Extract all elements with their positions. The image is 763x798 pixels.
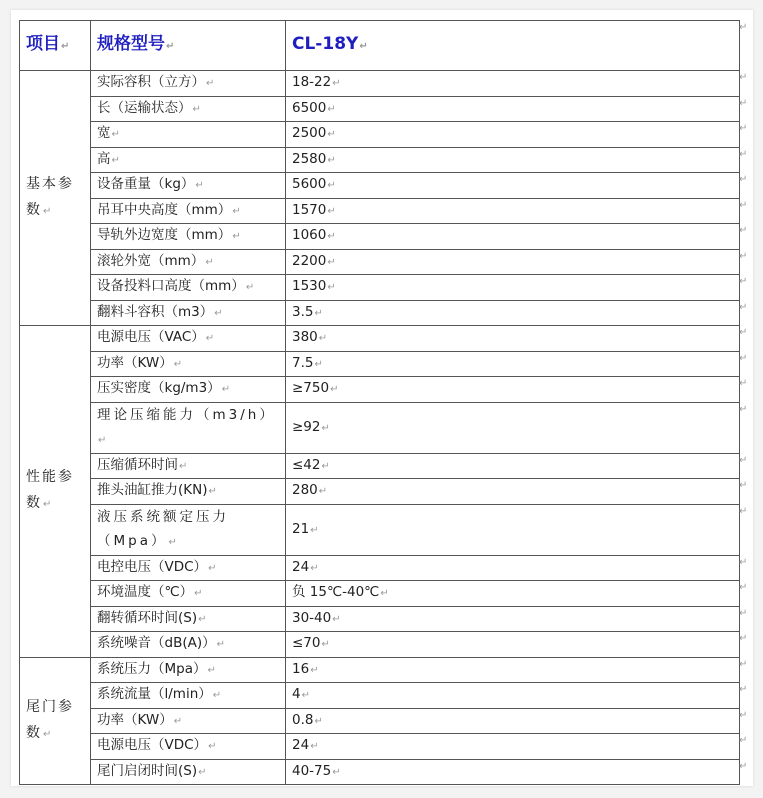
param-name-cell <box>91 173 286 199</box>
table-row <box>20 96 740 122</box>
paragraph-mark: ↵ <box>212 690 222 702</box>
row-end-mark: ↵ <box>739 251 748 262</box>
paragraph-mark: ↵ <box>327 205 336 217</box>
param-value: 6500 <box>292 99 327 116</box>
param-value-cell <box>286 708 740 734</box>
paragraph-mark: ↵ <box>310 562 319 574</box>
category-label: 性能参数 <box>26 469 74 512</box>
paragraph-mark: ↵ <box>208 562 217 574</box>
param-value: 24 <box>292 558 310 575</box>
param-name-cell <box>91 657 286 683</box>
param-value: 1530 <box>292 278 327 295</box>
param-value-cell <box>286 632 740 658</box>
param-value-cell <box>286 683 740 709</box>
table-row <box>20 224 740 250</box>
table-row <box>20 657 740 683</box>
param-value: 18-22 <box>292 74 332 91</box>
row-end-mark: ↵ <box>739 276 748 287</box>
paragraph-mark: ↵ <box>195 180 204 192</box>
row-end-mark: ↵ <box>739 72 748 83</box>
table-row <box>20 734 740 760</box>
header-model-value: CL-18Y↵ <box>286 21 740 71</box>
paragraph-mark: ↵ <box>327 231 336 243</box>
paragraph-mark: ↵ <box>321 639 330 651</box>
param-name: 电源电压（VDC） <box>97 737 208 754</box>
row-end-mark: ↵ <box>739 404 748 415</box>
param-name-cell <box>91 402 286 453</box>
param-value-cell <box>286 122 740 148</box>
param-name: 理论压缩能力（m3/h） <box>97 406 276 423</box>
table-row <box>20 249 740 275</box>
header-model: 规格型号↵ <box>91 21 286 71</box>
row-end-mark: ↵ <box>739 710 748 721</box>
param-name-cell <box>91 326 286 352</box>
table-row <box>20 402 740 453</box>
param-value-cell <box>286 479 740 505</box>
param-value-cell <box>286 96 740 122</box>
param-name: 功率（KW） <box>97 711 173 728</box>
param-name-cell <box>91 555 286 581</box>
param-value: ≤42 <box>292 456 321 473</box>
paragraph-mark: ↵ <box>206 78 215 90</box>
row-end-mark: ↵ <box>739 225 748 236</box>
param-name-cell <box>91 453 286 479</box>
param-name-cell <box>91 122 286 148</box>
row-end-mark: ↵ <box>739 327 748 338</box>
paragraph-mark: ↵ <box>214 307 223 319</box>
param-value-cell <box>286 453 740 479</box>
paragraph-mark: ↵ <box>327 129 336 141</box>
param-name: 吊耳中央高度（mm） <box>97 201 232 218</box>
table-row <box>20 504 740 555</box>
paragraph-mark: ↵ <box>314 307 323 319</box>
param-name-cell <box>91 300 286 326</box>
category-cell <box>20 657 91 785</box>
paragraph-mark: ↵ <box>198 766 207 778</box>
param-value-cell <box>286 759 740 785</box>
param-value: 负 15℃-40℃ <box>292 584 380 601</box>
paragraph-mark: ↵ <box>380 588 389 600</box>
paragraph-mark: ↵ <box>327 103 336 115</box>
param-name: 液压系统额定压力（Mpa） <box>97 508 229 549</box>
param-value: ≥750 <box>292 380 330 397</box>
param-value: 7.5 <box>292 354 314 371</box>
paragraph-mark: ↵ <box>232 205 241 217</box>
param-name: 导轨外边宽度（mm） <box>97 227 232 244</box>
param-name: 功率（KW） <box>97 354 173 371</box>
category-label: 尾门参数 <box>26 698 74 741</box>
param-name: 实际容积（立方） <box>97 74 205 91</box>
paragraph-mark: ↵ <box>216 639 225 651</box>
param-value: 4 <box>292 686 301 703</box>
row-end-mark: ↵ <box>739 98 748 109</box>
param-value-cell <box>286 504 740 555</box>
paragraph-mark: ↵ <box>173 715 183 727</box>
param-value-cell <box>286 71 740 97</box>
paragraph-mark: ↵ <box>207 664 216 676</box>
table-row <box>20 300 740 326</box>
paragraph-mark: ↵ <box>205 256 214 268</box>
table-row <box>20 71 740 97</box>
param-name: 高 <box>97 150 111 167</box>
param-value-cell <box>286 147 740 173</box>
param-value-cell <box>286 351 740 377</box>
param-value: 380 <box>292 329 318 346</box>
param-name: 尾门启闭时间(S) <box>97 762 198 779</box>
paragraph-mark: ↵ <box>321 422 330 434</box>
paragraph-mark: ↵ <box>205 333 215 345</box>
paragraph-mark: ↵ <box>327 154 336 166</box>
paragraph-mark: ↵ <box>332 613 341 625</box>
param-name-cell <box>91 479 286 505</box>
param-value-cell <box>286 198 740 224</box>
header-item: 项目↵ <box>20 21 91 71</box>
paragraph-mark: ↵ <box>221 384 231 396</box>
param-value: 1570 <box>292 201 327 218</box>
paragraph-mark: ↵ <box>43 499 54 511</box>
paragraph-mark: ↵ <box>173 358 183 370</box>
row-end-mark: ↵ <box>739 684 748 695</box>
table-row <box>20 759 740 785</box>
param-name: 宽 <box>97 125 111 142</box>
paragraph-mark: ↵ <box>321 460 330 472</box>
param-name: 环境温度（℃） <box>97 584 194 601</box>
param-value-cell <box>286 734 740 760</box>
param-name: 电控电压（VDC） <box>97 558 208 575</box>
param-value-cell <box>286 224 740 250</box>
param-name-cell <box>91 96 286 122</box>
row-end-mark: ↵ <box>739 174 748 185</box>
table-row <box>20 555 740 581</box>
param-name-cell <box>91 504 286 555</box>
spec-table <box>19 20 740 785</box>
paragraph-mark: ↵ <box>208 486 217 498</box>
param-value: 2500 <box>292 125 327 142</box>
paragraph-mark: ↵ <box>327 180 336 192</box>
param-value-cell <box>286 657 740 683</box>
param-value-cell <box>286 402 740 453</box>
param-value: 2200 <box>292 252 327 269</box>
param-value-cell <box>286 173 740 199</box>
param-name-cell <box>91 249 286 275</box>
param-value-cell <box>286 581 740 607</box>
row-end-mark: ↵ <box>739 735 748 746</box>
row-end-mark: ↵ <box>739 22 748 33</box>
header-row <box>20 21 740 71</box>
row-end-mark: ↵ <box>739 608 748 619</box>
paragraph-mark: ↵ <box>330 384 339 396</box>
paragraph-mark: ↵ <box>198 613 207 625</box>
param-name: 推头油缸推力(KN) <box>97 482 208 499</box>
paragraph-mark: ↵ <box>98 434 110 446</box>
param-name-cell <box>91 224 286 250</box>
param-value: 5600 <box>292 176 327 193</box>
category-cell <box>20 326 91 658</box>
param-name: 电源电压（VAC） <box>97 329 205 346</box>
row-end-mark: ↵ <box>739 455 748 466</box>
row-end-mark: ↵ <box>739 659 748 670</box>
paragraph-mark: ↵ <box>314 715 323 727</box>
document-page <box>11 10 753 786</box>
table-row <box>20 683 740 709</box>
param-name-cell <box>91 581 286 607</box>
param-name-cell <box>91 708 286 734</box>
param-name: 翻转循环时间(S) <box>97 609 198 626</box>
param-value: 1060 <box>292 227 327 244</box>
param-name: 长（运输状态） <box>97 99 192 116</box>
paragraph-mark: ↵ <box>310 664 319 676</box>
param-name-cell <box>91 275 286 301</box>
param-value: 24 <box>292 737 310 754</box>
param-name-cell <box>91 606 286 632</box>
paragraph-mark: ↵ <box>310 741 319 753</box>
paragraph-mark: ↵ <box>327 256 336 268</box>
table-row <box>20 453 740 479</box>
row-end-mark: ↵ <box>739 123 748 134</box>
table-row <box>20 147 740 173</box>
param-name-cell <box>91 147 286 173</box>
table-row <box>20 351 740 377</box>
param-value: 16 <box>292 660 310 677</box>
param-value-cell <box>286 377 740 403</box>
param-name: 设备重量（kg） <box>97 176 195 193</box>
param-name-cell <box>91 71 286 97</box>
paragraph-mark: ↵ <box>179 460 188 472</box>
param-value-cell <box>286 249 740 275</box>
param-name: 系统流量（l/min） <box>97 686 212 703</box>
paragraph-mark: ↵ <box>245 282 255 294</box>
param-name: 滚轮外宽（mm） <box>97 252 205 269</box>
param-value: 2580 <box>292 150 327 167</box>
paragraph-mark: ↵ <box>310 524 319 536</box>
paragraph-mark: ↵ <box>314 358 323 370</box>
paragraph-mark: ↵ <box>327 282 336 294</box>
category-label: 基本参数 <box>26 176 74 218</box>
paragraph-mark: ↵ <box>43 728 54 740</box>
param-value: 40-75 <box>292 762 332 779</box>
param-name-cell <box>91 632 286 658</box>
param-value-cell <box>286 275 740 301</box>
paragraph-mark: ↵ <box>232 231 241 243</box>
param-name: 压缩循环时间 <box>97 456 178 473</box>
param-name: 设备投料口高度（mm） <box>97 278 245 295</box>
param-value: 30-40 <box>292 609 332 626</box>
paragraph-mark: ↵ <box>332 766 341 778</box>
row-end-mark: ↵ <box>739 149 748 160</box>
param-value-cell <box>286 555 740 581</box>
param-name-cell <box>91 759 286 785</box>
paragraph-mark: ↵ <box>194 588 203 600</box>
category-cell <box>20 71 91 326</box>
paragraph-mark: ↵ <box>318 486 328 498</box>
row-end-mark: ↵ <box>739 302 748 313</box>
param-name-cell <box>91 377 286 403</box>
param-name-cell <box>91 683 286 709</box>
paragraph-mark: ↵ <box>318 333 328 345</box>
table-row <box>20 708 740 734</box>
paragraph-mark: ↵ <box>111 129 120 141</box>
param-value: 21 <box>292 520 310 537</box>
table-row <box>20 173 740 199</box>
table-row <box>20 377 740 403</box>
row-end-mark: ↵ <box>739 480 748 491</box>
row-end-mark: ↵ <box>739 353 748 364</box>
param-value-cell <box>286 326 740 352</box>
param-name-cell <box>91 351 286 377</box>
param-value: ≥92 <box>292 418 321 435</box>
row-end-mark: ↵ <box>739 506 748 517</box>
table-row <box>20 326 740 352</box>
paragraph-mark: ↵ <box>111 154 120 166</box>
table-row <box>20 122 740 148</box>
param-name: 翻料斗容积（m3） <box>97 303 214 320</box>
param-value: ≤70 <box>292 635 321 652</box>
param-name: 系统噪音（dB(A)） <box>97 635 216 652</box>
param-name: 压实密度（kg/m3） <box>97 380 221 397</box>
param-value: 280 <box>292 482 318 499</box>
row-end-mark: ↵ <box>739 761 748 772</box>
param-value-cell <box>286 300 740 326</box>
paragraph-mark: ↵ <box>332 78 341 90</box>
table-row <box>20 581 740 607</box>
paragraph-mark: ↵ <box>168 536 180 548</box>
table-row <box>20 275 740 301</box>
paragraph-mark: ↵ <box>208 741 217 753</box>
row-end-mark: ↵ <box>739 557 748 568</box>
row-end-mark: ↵ <box>739 200 748 211</box>
paragraph-mark: ↵ <box>43 206 54 217</box>
param-name-cell <box>91 734 286 760</box>
table-row <box>20 606 740 632</box>
paragraph-mark: ↵ <box>192 103 201 115</box>
table-row <box>20 479 740 505</box>
row-end-mark: ↵ <box>739 633 748 644</box>
param-name-cell <box>91 198 286 224</box>
param-value: 0.8 <box>292 711 314 728</box>
table-row <box>20 198 740 224</box>
param-name: 系统压力（Mpa） <box>97 660 207 677</box>
param-value-cell <box>286 606 740 632</box>
table-row <box>20 632 740 658</box>
row-end-mark: ↵ <box>739 582 748 593</box>
paragraph-mark: ↵ <box>301 690 310 702</box>
row-end-mark: ↵ <box>739 378 748 389</box>
param-value: 3.5 <box>292 303 314 320</box>
